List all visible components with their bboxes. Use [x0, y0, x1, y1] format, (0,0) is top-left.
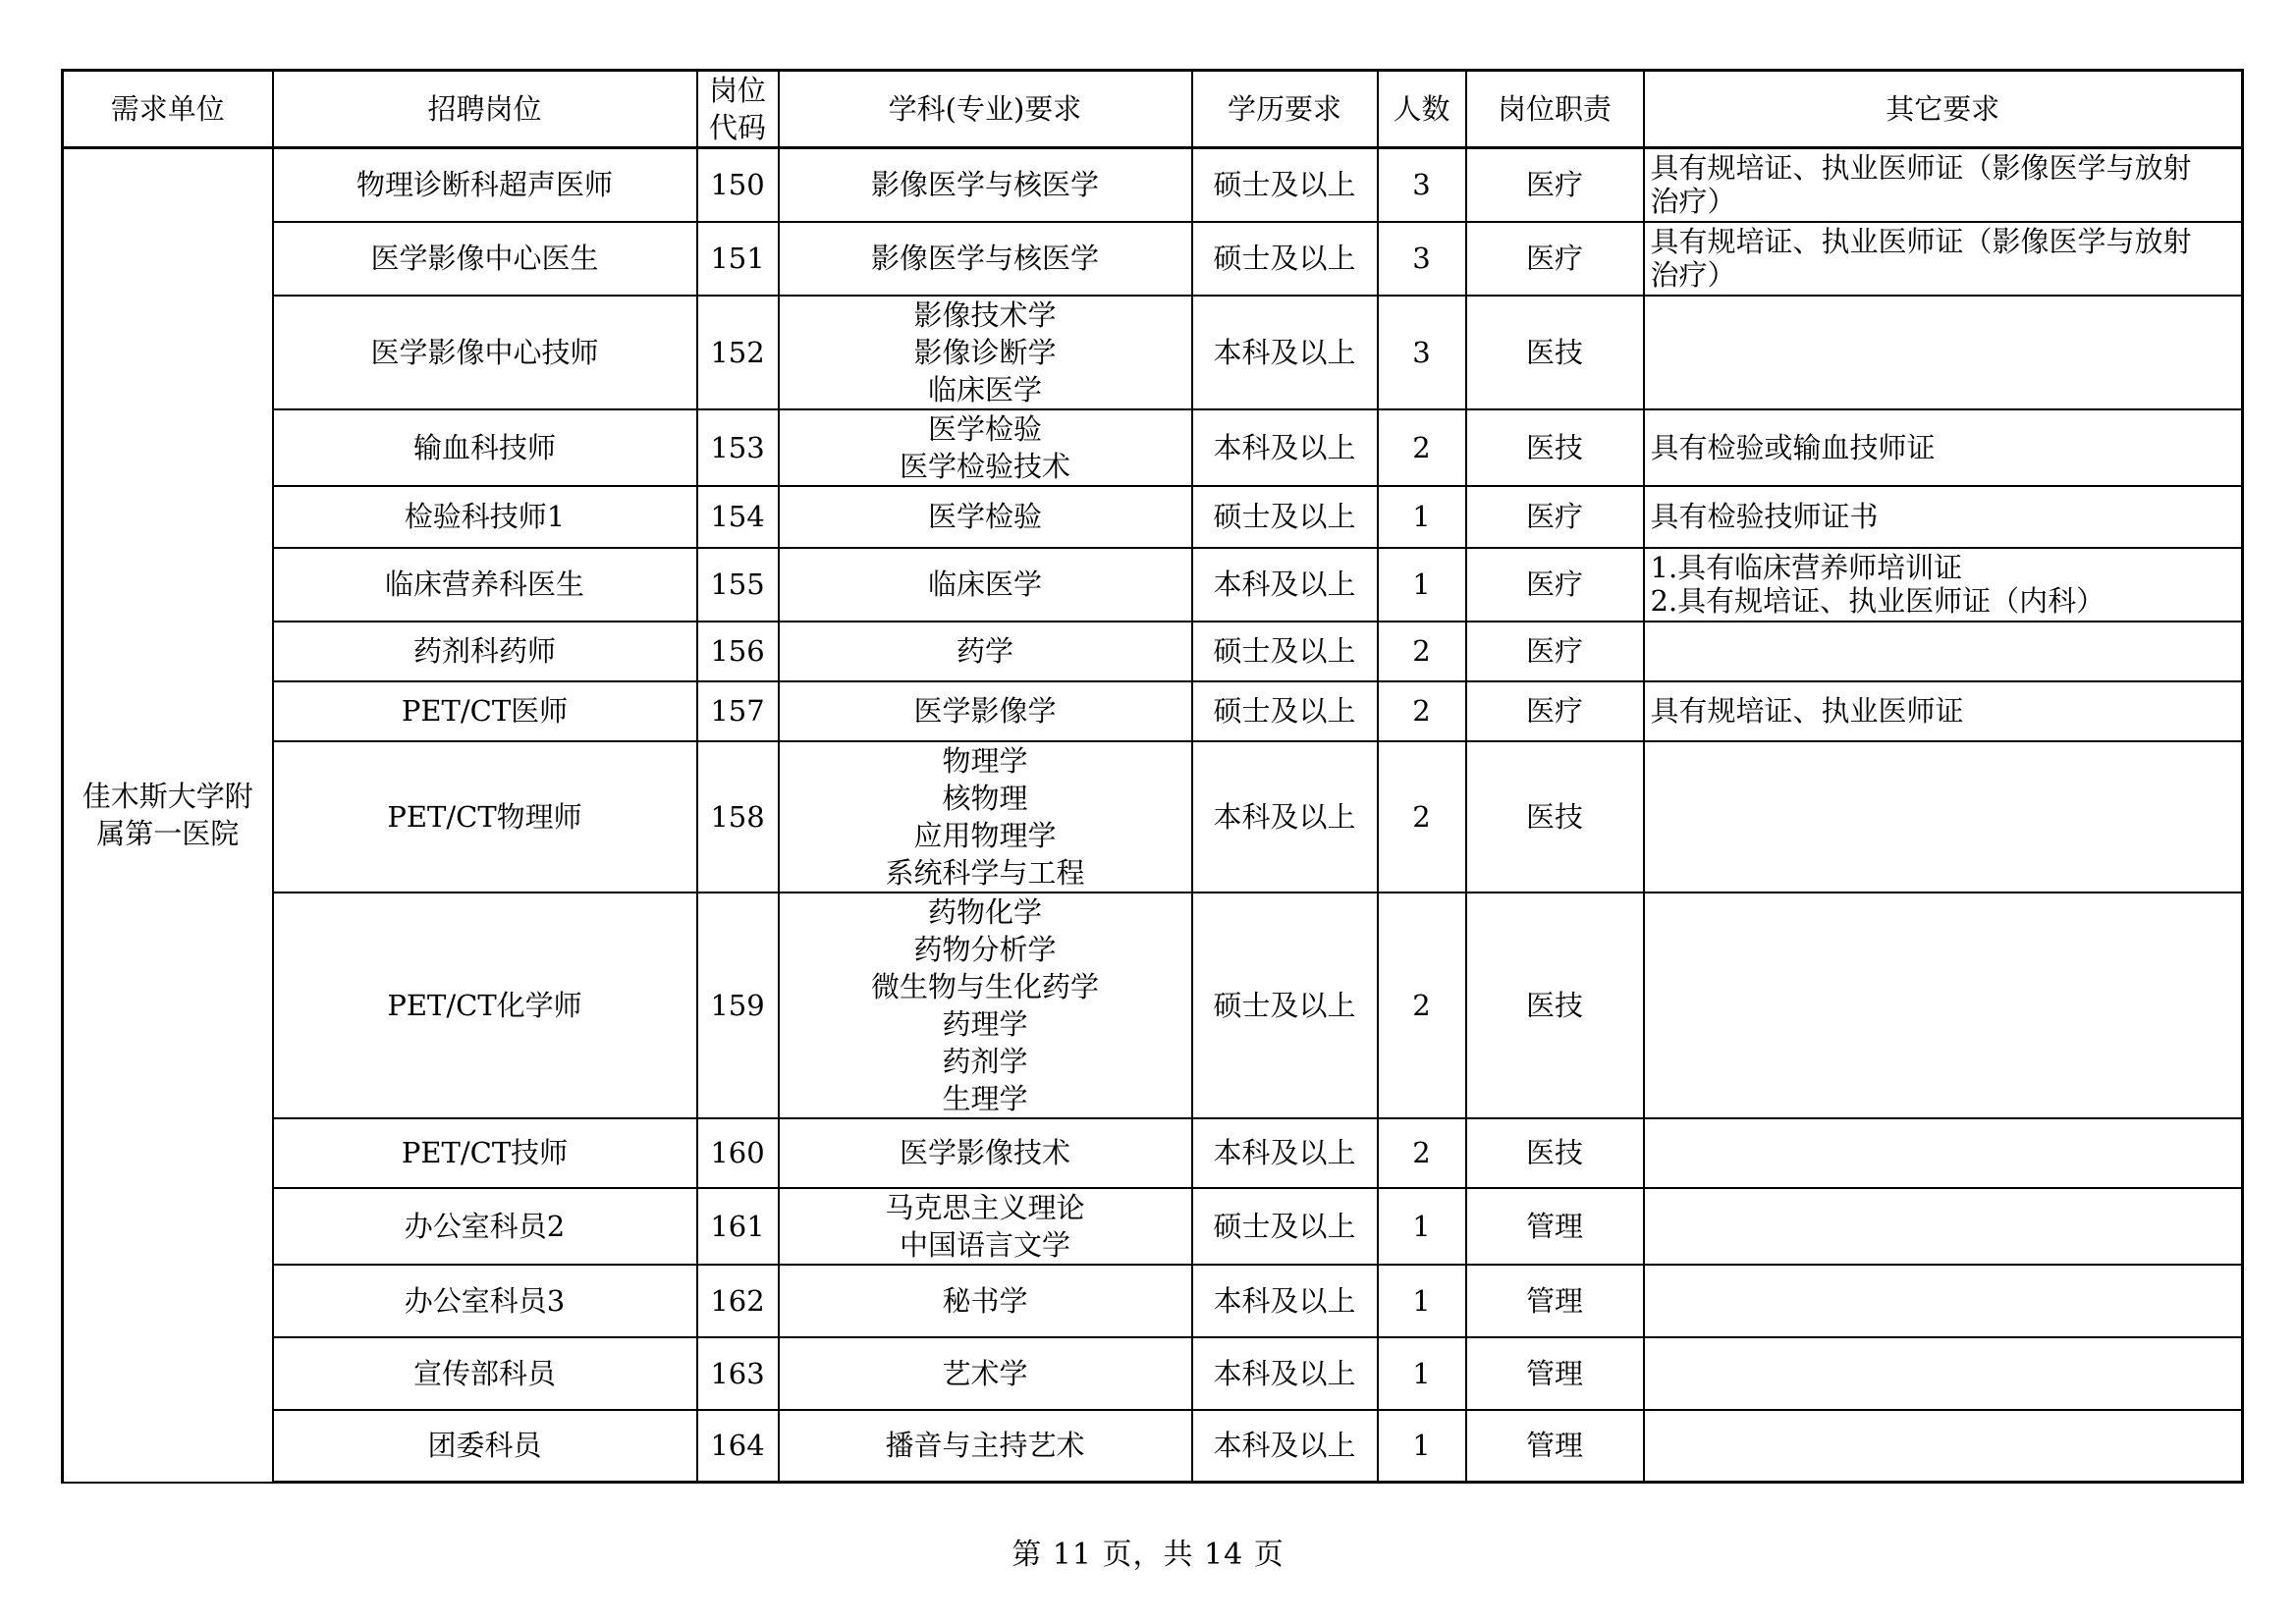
other-requirement-line: 具有规培证、执业医师证（影像医学与放射	[1650, 151, 2192, 186]
education-cell: 硕士及以上	[1192, 148, 1378, 222]
other-requirements-cell	[1644, 222, 2243, 296]
table-row	[63, 1118, 2243, 1188]
major-line: 影像医学与核医学	[870, 242, 1099, 275]
major-line: 应用物理学	[913, 818, 1057, 852]
duty-cell: 医技	[1466, 296, 1644, 409]
other-requirements-cell	[1644, 1118, 2243, 1188]
duty-cell: 医技	[1466, 893, 1644, 1118]
code-cell: 150	[697, 148, 779, 222]
count-cell: 2	[1378, 893, 1466, 1118]
education-cell: 硕士及以上	[1192, 486, 1378, 548]
position-cell: 医学影像中心技师	[273, 296, 697, 409]
header-row	[63, 71, 2243, 148]
major-line: 播音与主持艺术	[885, 1429, 1085, 1463]
major-line: 临床医学	[927, 372, 1042, 406]
major-line: 医学检验	[927, 411, 1042, 446]
position-cell: PET/CT化学师	[273, 893, 697, 1118]
table-row	[63, 148, 2243, 222]
position-cell: 检验科技师1	[273, 486, 697, 548]
table-row	[63, 681, 2243, 741]
other-requirements-cell	[1644, 296, 2243, 409]
code-cell: 152	[697, 296, 779, 409]
major-line: 医学影像学	[913, 694, 1057, 728]
education-cell: 硕士及以上	[1192, 1188, 1378, 1265]
count-cell: 2	[1378, 741, 1466, 893]
table-row	[63, 622, 2243, 681]
major-cell	[779, 409, 1192, 486]
code-cell: 157	[697, 681, 779, 741]
table-body	[63, 148, 2243, 1483]
major-line: 核物理	[942, 781, 1028, 815]
education-cell: 本科及以上	[1192, 1118, 1378, 1188]
table-row	[63, 222, 2243, 296]
code-cell: 151	[697, 222, 779, 296]
header-code-line2: 代码	[708, 111, 766, 144]
code-cell: 164	[697, 1410, 779, 1483]
page-footer: 第 11 页，共 14 页	[1011, 1538, 1285, 1572]
other-requirements-cell	[1644, 409, 2243, 486]
major-cell	[779, 486, 1192, 548]
major-line: 影像技术学	[913, 298, 1057, 332]
table-row	[63, 1337, 2243, 1410]
education-cell: 本科及以上	[1192, 741, 1378, 893]
header-other: 其它要求	[1644, 71, 2243, 148]
duty-cell: 医疗	[1466, 681, 1644, 741]
major-cell	[779, 222, 1192, 296]
other-requirement-line: 2.具有规培证、执业医师证（内科）	[1650, 584, 2105, 618]
other-requirements-cell	[1644, 1265, 2243, 1337]
table-row	[63, 741, 2243, 893]
position-cell: 宣传部科员	[273, 1337, 697, 1410]
duty-cell: 管理	[1466, 1337, 1644, 1410]
major-cell	[779, 893, 1192, 1118]
major-cell	[779, 622, 1192, 681]
position-cell: PET/CT物理师	[273, 741, 697, 893]
major-cell	[779, 548, 1192, 622]
other-requirements-cell	[1644, 148, 2243, 222]
major-line: 医学影像技术	[899, 1136, 1070, 1169]
count-cell: 1	[1378, 1337, 1466, 1410]
header-major: 学科(专业)要求	[779, 71, 1192, 148]
position-cell: 办公室科员3	[273, 1265, 697, 1337]
major-line: 药物化学	[927, 894, 1042, 929]
table-row	[63, 409, 2243, 486]
other-requirements-cell	[1644, 893, 2243, 1118]
header-count: 人数	[1378, 71, 1466, 148]
major-line: 马克思主义理论	[885, 1190, 1085, 1224]
count-cell: 2	[1378, 681, 1466, 741]
major-cell	[779, 1265, 1192, 1337]
duty-cell: 医技	[1466, 741, 1644, 893]
count-cell: 3	[1378, 222, 1466, 296]
duty-cell: 医疗	[1466, 148, 1644, 222]
education-cell: 硕士及以上	[1192, 681, 1378, 741]
major-line: 临床医学	[927, 568, 1042, 601]
header-education: 学历要求	[1192, 71, 1378, 148]
position-cell: PET/CT技师	[273, 1118, 697, 1188]
count-cell: 1	[1378, 1188, 1466, 1265]
education-cell: 硕士及以上	[1192, 893, 1378, 1118]
other-requirement-line: 治疗）	[1650, 185, 1736, 219]
major-cell	[779, 741, 1192, 893]
major-line: 影像医学与核医学	[870, 168, 1099, 202]
duty-cell: 医疗	[1466, 622, 1644, 681]
code-cell: 162	[697, 1265, 779, 1337]
major-cell	[779, 1410, 1192, 1483]
duty-cell: 医技	[1466, 409, 1644, 486]
other-requirement-line: 具有检验技师证书	[1650, 500, 1879, 533]
major-line: 物理学	[942, 743, 1028, 778]
count-cell: 1	[1378, 1265, 1466, 1337]
recruitment-table	[61, 69, 2244, 1484]
table-row	[63, 548, 2243, 622]
major-cell	[779, 1337, 1192, 1410]
education-cell: 本科及以上	[1192, 409, 1378, 486]
major-line: 医学检验技术	[899, 449, 1070, 483]
major-line: 药学	[956, 634, 1013, 668]
position-cell: 物理诊断科超声医师	[273, 148, 697, 222]
unit-name-cell	[63, 148, 273, 1483]
code-cell: 154	[697, 486, 779, 548]
education-cell: 本科及以上	[1192, 296, 1378, 409]
code-cell: 161	[697, 1188, 779, 1265]
major-line: 药物分析学	[913, 932, 1057, 966]
position-cell: 办公室科员2	[273, 1188, 697, 1265]
major-line: 秘书学	[942, 1283, 1028, 1318]
education-cell: 本科及以上	[1192, 1410, 1378, 1483]
other-requirements-cell	[1644, 1410, 2243, 1483]
education-cell: 本科及以上	[1192, 1337, 1378, 1410]
education-cell: 本科及以上	[1192, 548, 1378, 622]
other-requirement-line: 具有检验或输血技师证	[1650, 430, 1936, 464]
other-requirements-cell	[1644, 681, 2243, 741]
duty-cell: 管理	[1466, 1265, 1644, 1337]
other-requirement-line: 治疗）	[1650, 258, 1736, 292]
code-cell: 158	[697, 741, 779, 893]
major-line: 药剂学	[942, 1044, 1028, 1078]
count-cell: 1	[1378, 548, 1466, 622]
code-cell: 155	[697, 548, 779, 622]
major-line: 中国语言文学	[899, 1227, 1070, 1262]
table-row	[63, 1265, 2243, 1337]
count-cell: 2	[1378, 409, 1466, 486]
major-line: 影像诊断学	[913, 335, 1057, 369]
education-cell: 硕士及以上	[1192, 222, 1378, 296]
count-cell: 3	[1378, 148, 1466, 222]
table-row	[63, 1188, 2243, 1265]
table-row	[63, 893, 2243, 1118]
header-unit: 需求单位	[63, 71, 273, 148]
count-cell: 2	[1378, 622, 1466, 681]
duty-cell: 管理	[1466, 1188, 1644, 1265]
major-cell	[779, 1188, 1192, 1265]
count-cell: 3	[1378, 296, 1466, 409]
header-position: 招聘岗位	[273, 71, 697, 148]
code-cell: 163	[697, 1337, 779, 1410]
major-cell	[779, 1118, 1192, 1188]
header-duty: 岗位职责	[1466, 71, 1644, 148]
unit-name-line-2: 属第一医院	[96, 817, 240, 851]
other-requirement-line: 1.具有临床营养师培训证	[1650, 551, 1963, 584]
other-requirements-cell	[1644, 622, 2243, 681]
header-code-line1: 岗位	[708, 74, 766, 107]
other-requirement-line: 具有规培证、执业医师证	[1650, 694, 1964, 728]
other-requirements-cell	[1644, 486, 2243, 548]
duty-cell: 医疗	[1466, 486, 1644, 548]
count-cell: 1	[1378, 1410, 1466, 1483]
position-cell: 药剂科药师	[273, 622, 697, 681]
other-requirement-line: 具有规培证、执业医师证（影像医学与放射	[1650, 225, 2192, 258]
unit-name-line-1: 佳木斯大学附	[82, 780, 253, 814]
other-requirements-cell	[1644, 741, 2243, 893]
table-row	[63, 296, 2243, 409]
position-cell: PET/CT医师	[273, 681, 697, 741]
position-cell: 团委科员	[273, 1410, 697, 1483]
code-cell: 159	[697, 893, 779, 1118]
count-cell: 2	[1378, 1118, 1466, 1188]
education-cell: 本科及以上	[1192, 1265, 1378, 1337]
major-line: 医学检验	[927, 500, 1042, 533]
major-cell	[779, 148, 1192, 222]
table-row	[63, 486, 2243, 548]
table-row	[63, 1410, 2243, 1483]
header-code	[697, 71, 779, 148]
position-cell: 临床营养科医生	[273, 548, 697, 622]
other-requirements-cell	[1644, 548, 2243, 622]
code-cell: 156	[697, 622, 779, 681]
other-requirements-cell	[1644, 1188, 2243, 1265]
other-requirements-cell	[1644, 1337, 2243, 1410]
major-cell	[779, 681, 1192, 741]
major-line: 生理学	[942, 1081, 1028, 1115]
count-cell: 1	[1378, 486, 1466, 548]
major-line: 微生物与生化药学	[870, 969, 1099, 1003]
education-cell: 硕士及以上	[1192, 622, 1378, 681]
code-cell: 153	[697, 409, 779, 486]
duty-cell: 医技	[1466, 1118, 1644, 1188]
major-line: 药理学	[942, 1006, 1028, 1041]
position-cell: 医学影像中心医生	[273, 222, 697, 296]
major-line: 艺术学	[942, 1356, 1028, 1390]
major-cell	[779, 296, 1192, 409]
position-cell: 输血科技师	[273, 409, 697, 486]
major-line: 系统科学与工程	[885, 855, 1085, 890]
duty-cell: 管理	[1466, 1410, 1644, 1483]
duty-cell: 医疗	[1466, 222, 1644, 296]
duty-cell: 医疗	[1466, 548, 1644, 622]
code-cell: 160	[697, 1118, 779, 1188]
